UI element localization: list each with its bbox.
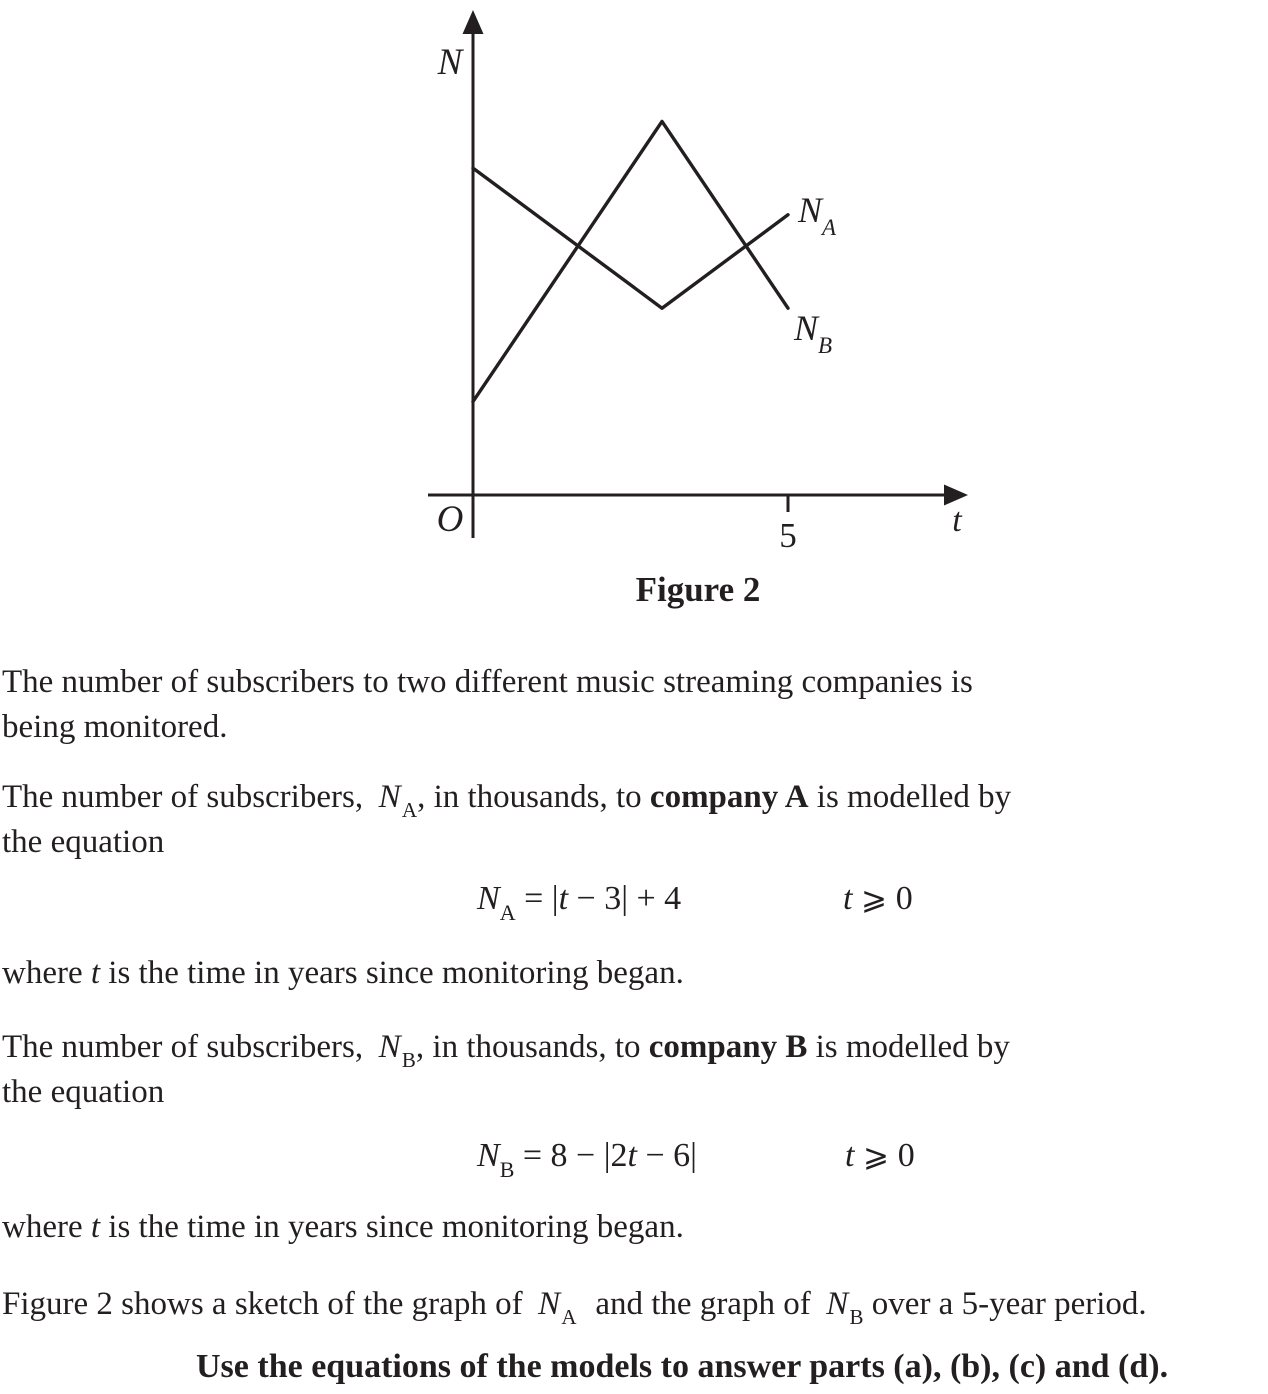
company-b-bold: company B: [648, 1029, 808, 1065]
paragraph-figure-summary: Figure 2 shows a sketch of the graph of $N_A$ and the graph of $N_B$ over a 5-year period.: [2, 1286, 1147, 1329]
y-axis-arrow-icon: [463, 10, 484, 34]
curve-nb-label: NB: [794, 308, 833, 358]
text-line: [2, 820, 1011, 865]
figure-caption: Figure 2: [635, 570, 761, 609]
equation-na-expression: $N_A = |t - 3| + 4$: [477, 880, 682, 925]
nb-subscript: B: [401, 1048, 416, 1072]
equation-nb-condition: t ⩾ 0: [845, 1137, 915, 1174]
figure-2-graph: [0, 0, 1268, 560]
curve-nb: [473, 121, 788, 401]
equation-na-condition: t ⩾ 0: [843, 880, 913, 917]
nb-inline-math: N: [826, 1286, 849, 1322]
company-b-lead: The number of subscribers,: [2, 1029, 372, 1065]
paragraph-where-t-b: where t is the time in years since monitoring began.: [2, 1209, 684, 1245]
company-b-line-2: the equation: [2, 1074, 165, 1110]
text-line: [2, 1070, 1010, 1115]
text-line: [2, 1025, 1010, 1070]
na-subscript: A: [561, 1305, 577, 1329]
intro-line-2: being monitored.: [2, 709, 228, 745]
company-b-tail: is modelled by: [807, 1029, 1010, 1065]
intro-line-1: The number of subscribers to two different music streaming companies is: [2, 664, 973, 700]
geq-slanted-icon: ⩾: [863, 1138, 890, 1174]
company-a-mid: , in thousands, to: [417, 779, 650, 815]
paragraph-company-b: [2, 1025, 1010, 1115]
x-axis-tick-label: 5: [779, 516, 797, 555]
curve-na-label: NA: [798, 190, 837, 240]
text-line: [2, 705, 973, 750]
nb-inline-math: N: [378, 1029, 401, 1065]
na-inline-math: N: [378, 779, 401, 815]
company-b-mid: , in thousands, to: [415, 1029, 649, 1065]
t-variable: t: [90, 1209, 101, 1245]
paragraph-where-t-a: where t is the time in years since monitoring began.: [2, 955, 684, 991]
equation-nb-expression: $N_B = 8 - |2t - 6|$: [477, 1137, 697, 1182]
y-axis-label: N: [437, 42, 463, 83]
na-subscript: A: [401, 798, 418, 822]
paragraph-company-a: [2, 775, 1011, 865]
graph-canvas: [0, 0, 1268, 560]
company-a-lead: The number of subscribers,: [2, 779, 372, 815]
text-line: [2, 660, 973, 705]
text-line: [2, 775, 1011, 820]
nb-subscript: B: [849, 1305, 864, 1329]
company-a-tail: is modelled by: [808, 779, 1012, 815]
paragraph-intro: [2, 660, 973, 750]
na-inline-math: N: [538, 1286, 561, 1322]
company-a-line-2: the equation: [2, 824, 165, 860]
geq-slanted-icon: ⩾: [861, 881, 888, 917]
x-axis-label: t: [952, 502, 962, 539]
t-variable: t: [90, 955, 101, 991]
company-a-bold: company A: [649, 779, 809, 815]
origin-label: O: [436, 499, 464, 540]
instruction-bold: Use the equations of the models to answer parts (a), (b), (c) and (d).: [196, 1348, 1169, 1385]
